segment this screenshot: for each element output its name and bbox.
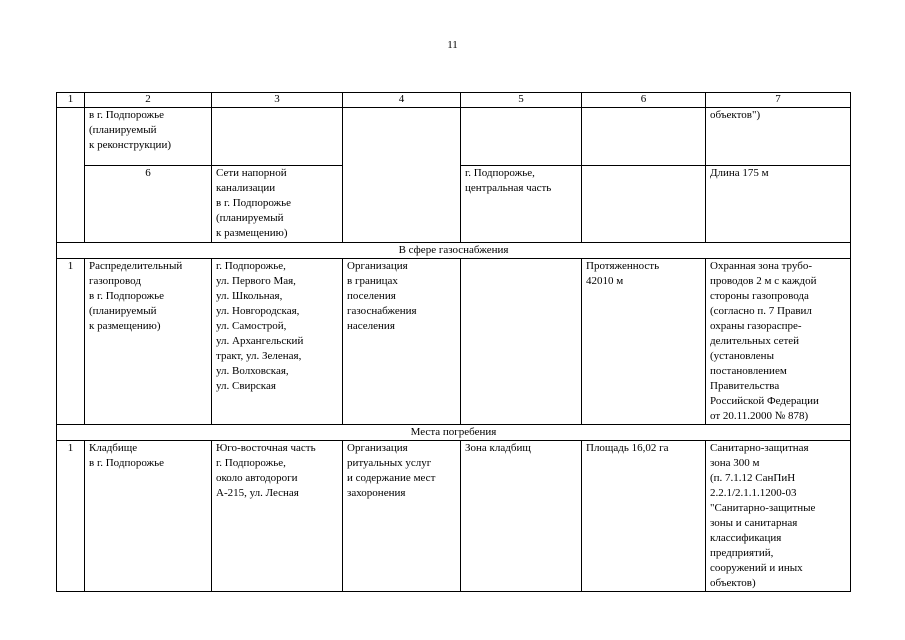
section-row (57, 243, 851, 259)
location-cell: г. Подпорожье, центральная часть (461, 166, 582, 243)
row-number-cell (85, 166, 212, 243)
section-row (57, 425, 851, 441)
object-name-cell: Сети напорной канализации в г. Подпорожье (планируемый к размещению) (212, 166, 343, 243)
characteristics-cell: Длина 175 м (706, 166, 851, 243)
purpose-cell: Организация в границах поселения газоснабжения населения (343, 259, 461, 425)
purpose-cell (343, 108, 461, 243)
section-heading-gas: В сфере газоснабжения (57, 243, 851, 259)
object-name-cell: Распределительный газопровод в г. Подпорожье (планируемый к размещению) (85, 259, 212, 425)
row-number-cell (57, 108, 85, 243)
column-header-5: 5 (461, 93, 582, 108)
row-number: 6 (145, 167, 151, 179)
page-number: 11 (447, 39, 458, 51)
zone-cell (461, 108, 582, 166)
column-header-4: 4 (343, 93, 461, 108)
characteristics-cell: Протяженность 42010 м (582, 259, 706, 425)
object-name-cell: в г. Подпорожье (планируемый к реконструкции) (85, 108, 212, 166)
zone-cell: Зона кладбищ (461, 441, 582, 592)
characteristics-cell (582, 108, 706, 166)
object-name-cell: Кладбище в г. Подпорожье (85, 441, 212, 592)
restrictions-cell: Охранная зона трубо- проводов 2 м с каждой стороны газопровода (согласно п. 7 Правил охраны газораспре- делительных сетей (установлены постановлением Правительства Российской Федерации от 20.11.2000 № 878) (706, 259, 851, 425)
row-number-cell: 1 (57, 441, 85, 592)
section-heading-burial: Места погребения (57, 425, 851, 441)
restrictions-cell: объектов") (706, 108, 851, 166)
column-header-7: 7 (706, 93, 851, 108)
table-row (57, 259, 851, 425)
location-cell: Юго-восточная часть г. Подпорожье, около автодороги А-215, ул. Лесная (212, 441, 343, 592)
column-header-2: 2 (85, 93, 212, 108)
table-row (57, 441, 851, 592)
restrictions-cell: Санитарно-защитная зона 300 м (п. 7.1.12 СанПиН 2.2.1/2.1.1.1200-03 "Санитарно-защитные зоны и санитарная классификация предприятий, сооружений и иных объектов) (706, 441, 851, 592)
location-cell: г. Подпорожье, ул. Первого Мая, ул. Школьная, ул. Новгородская, ул. Самострой, ул. Архангельский тракт, ул. Зеленая, ул. Волховская, ул. Свирская (212, 259, 343, 425)
document-table (56, 92, 851, 592)
column-header-1: 1 (57, 93, 85, 108)
column-number-row (57, 93, 851, 108)
table-row (57, 108, 851, 166)
zone-cell (461, 259, 582, 425)
characteristics-cell: Площадь 16,02 га (582, 441, 706, 592)
zone-cell (582, 166, 706, 243)
row-number-cell: 1 (57, 259, 85, 425)
location-cell (212, 108, 343, 166)
purpose-cell: Организация ритуальных услуг и содержание мест захоронения (343, 441, 461, 592)
column-header-6: 6 (582, 93, 706, 108)
column-header-3: 3 (212, 93, 343, 108)
